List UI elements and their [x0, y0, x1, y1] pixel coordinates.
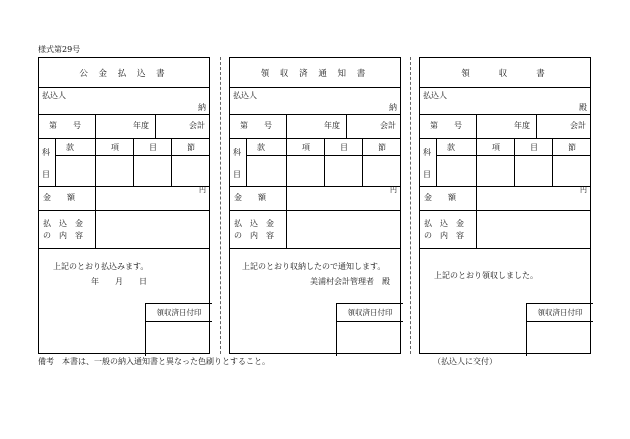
- divider: [55, 138, 56, 186]
- yen-unit: 円: [580, 186, 587, 194]
- form-title: 領 収 書: [420, 58, 590, 88]
- divider: [95, 138, 96, 186]
- divider: [436, 155, 591, 156]
- divider: [246, 138, 247, 186]
- fiscal-year-label: 年度: [514, 121, 530, 130]
- subject-col-kou: 項: [111, 143, 119, 152]
- receipt-form: [419, 57, 591, 354]
- subject-label: 科目: [42, 148, 50, 179]
- subject-col-kan: 款: [66, 143, 74, 152]
- divider: [230, 114, 400, 115]
- amount-label: 金 額: [424, 193, 456, 202]
- divider: [362, 138, 363, 186]
- payer-label: 払込人: [42, 91, 66, 100]
- subject-col-kou: 項: [302, 143, 310, 152]
- divider: [230, 138, 400, 139]
- divider: [476, 114, 477, 138]
- divider: [39, 186, 209, 187]
- divider: [476, 138, 477, 186]
- payer-label: 払込人: [233, 91, 257, 100]
- fiscal-year-label: 年度: [133, 121, 149, 130]
- divider: [346, 114, 347, 138]
- divider: [286, 138, 287, 186]
- number-label: 第 号: [240, 121, 272, 130]
- amount-label: 金 額: [234, 193, 266, 202]
- divider: [155, 114, 156, 138]
- divider: [420, 248, 590, 249]
- divider: [536, 114, 537, 138]
- divider: [286, 186, 287, 210]
- divider: [552, 138, 553, 186]
- seal-label: 領収済日付印: [146, 304, 212, 322]
- divider: [436, 138, 437, 186]
- seal-box: [145, 303, 212, 356]
- form-number: 様式第29号: [38, 45, 81, 54]
- divider: [39, 114, 209, 115]
- content-label: の 内 容: [43, 231, 83, 240]
- perforation-line: [410, 57, 411, 354]
- form-message: 上記のとおり領収しました。: [434, 271, 538, 280]
- account-label: 会計: [189, 121, 205, 130]
- content-label: の 内 容: [234, 231, 274, 240]
- divider: [286, 210, 287, 248]
- number-label: 第 号: [430, 121, 462, 130]
- footer-note: 備考 本書は、一般の納入通知書と異なった色刷りとすること。: [38, 357, 270, 366]
- divider: [420, 210, 590, 211]
- number-label: 第 号: [49, 121, 81, 130]
- yen-unit: 円: [390, 186, 397, 194]
- seal-box: [526, 303, 593, 356]
- subject-col-kou: 項: [492, 143, 500, 152]
- divider: [476, 186, 477, 210]
- payer-label: 払込人: [423, 91, 447, 100]
- payer-suffix: 殿: [579, 103, 587, 112]
- divider: [324, 138, 325, 186]
- divider: [95, 114, 96, 138]
- perforation-line: [220, 57, 221, 354]
- seal-label: 領収済日付印: [527, 304, 593, 322]
- divider: [246, 155, 401, 156]
- content-label: 払 込 金: [234, 219, 274, 228]
- divider: [95, 210, 96, 248]
- fiscal-year-label: 年度: [324, 121, 340, 130]
- divider: [95, 186, 96, 210]
- divider: [133, 138, 134, 186]
- account-label: 会計: [570, 121, 586, 130]
- divider: [420, 114, 590, 115]
- form-title: 領 収 済 通 知 書: [230, 58, 400, 88]
- subject-col-moku: 目: [530, 143, 538, 152]
- divider: [230, 210, 400, 211]
- divider: [286, 114, 287, 138]
- seal-box: [336, 303, 403, 356]
- receipt-notice-form: [229, 57, 401, 354]
- addressee-signature: 美浦村会計管理者 殿: [310, 277, 390, 286]
- payer-suffix: 納: [198, 103, 206, 112]
- receipt-delivery-note: （払込人に交付）: [433, 357, 497, 366]
- payment-slip-form: [38, 57, 210, 354]
- form-message: 上記のとおり収納したので通知します。: [242, 262, 386, 271]
- form-message: 上記のとおり払込みます。: [53, 262, 149, 271]
- divider: [230, 248, 400, 249]
- divider: [39, 210, 209, 211]
- form-title: 公 金 払 込 書: [39, 58, 209, 88]
- subject-col-setsu: 節: [187, 143, 195, 152]
- yen-unit: 円: [199, 186, 206, 194]
- divider: [420, 138, 590, 139]
- divider: [476, 210, 477, 248]
- subject-col-kan: 款: [257, 143, 265, 152]
- account-label: 会計: [380, 121, 396, 130]
- content-label: 払 込 金: [43, 219, 83, 228]
- divider: [420, 186, 590, 187]
- subject-label: 科目: [233, 148, 241, 179]
- content-label: 払 込 金: [424, 219, 464, 228]
- subject-col-moku: 目: [340, 143, 348, 152]
- divider: [55, 155, 210, 156]
- divider: [171, 138, 172, 186]
- subject-col-kan: 款: [447, 143, 455, 152]
- divider: [230, 186, 400, 187]
- amount-label: 金 額: [43, 193, 75, 202]
- content-label: の 内 容: [424, 231, 464, 240]
- subject-col-moku: 目: [149, 143, 157, 152]
- divider: [39, 248, 209, 249]
- subject-col-setsu: 節: [568, 143, 576, 152]
- date-line: 年 月 日: [91, 277, 147, 286]
- divider: [39, 138, 209, 139]
- seal-label: 領収済日付印: [337, 304, 403, 322]
- subject-label: 科目: [423, 148, 431, 179]
- divider: [514, 138, 515, 186]
- payer-suffix: 納: [389, 103, 397, 112]
- subject-col-setsu: 節: [378, 143, 386, 152]
